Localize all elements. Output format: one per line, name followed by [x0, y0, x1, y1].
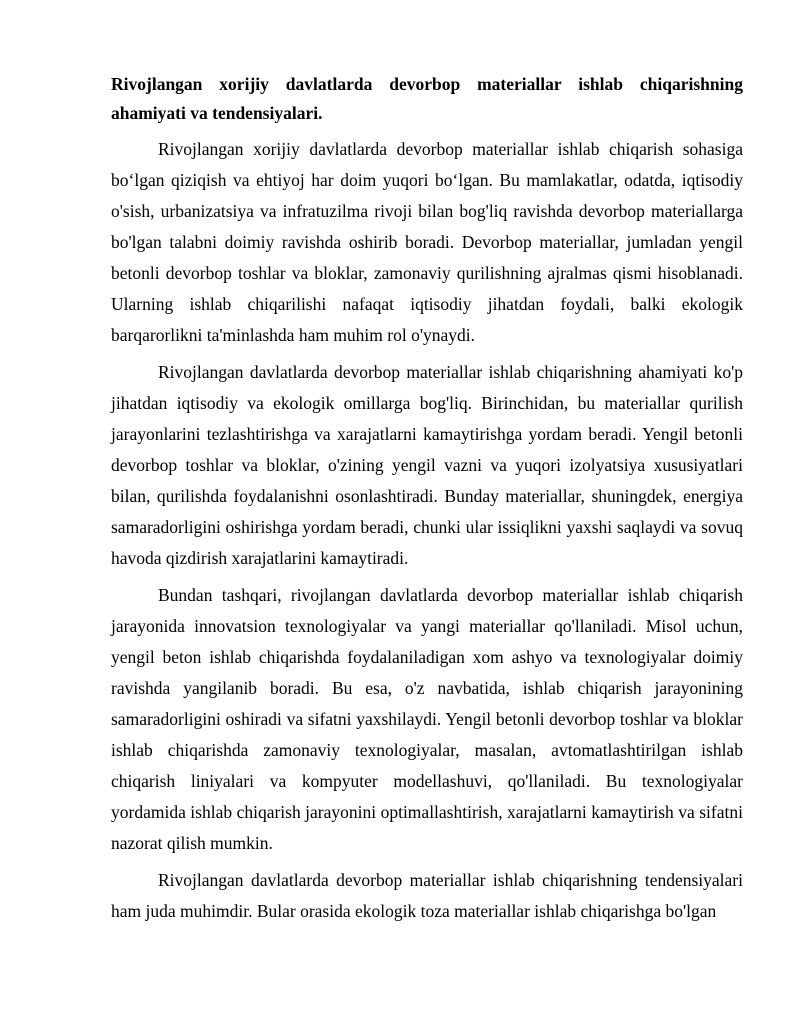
document-page: [111, 70, 743, 933]
paragraph-1: Rivojlangan xorijiy davlatlarda devorbop materiallar ishlab chiqarish sohasiga bo‘lgan qiziqish va ehtiyoj har doim yuqori bo‘lgan. Bu mamlakatlar, odatda, iqtisodiy o'sish, urbanizatsiya va infratuzilma rivoji bilan bog'liq ravishda devorbop materiallarga bo'lgan talabni doimiy ravishda oshirib boradi. Devorbop materiallar, jumladan yengil betonli devorbop toshlar va bloklar, zamonaviy qurilishning ajralmas qismi hisoblanadi. Ularning ishlab chiqarilishi nafaqat iqtisodiy jihatdan foydali, balki ekologik barqarorlikni ta'minlashda ham muhim rol o'ynaydi.: [111, 139, 743, 345]
paragraph-3: Bundan tashqari, rivojlangan davlatlarda devorbop materiallar ishlab chiqarish jarayonida innovatsion texnologiyalar va yangi materiallar qo'llaniladi. Misol uchun, yengil beton ishlab chiqarishda foydalaniladigan xom ashyo va texnologiyalar doimiy ravishda yangilanib boradi. Bu esa, o'z navbatida, ishlab chiqarish jarayonining samaradorligini oshiradi va sifatni yaxshilaydi. Yengil betonli devorbop toshlar va bloklar ishlab chiqarishda zamonaviy texnologiyalar, masalan, avtomatlashtirilgan ishlab chiqarish liniyalari va kompyuter modellashuvi, qo'llaniladi. Bu texnologiyalar yordamida ishlab chiqarish jarayonini optimallashtirish, xarajatlarni kamaytirish va sifatni nazorat qilish mumkin.: [111, 585, 743, 853]
paragraph-2: Rivojlangan davlatlarda devorbop materiallar ishlab chiqarishning ahamiyati ko'p jihatdan iqtisodiy va ekologik omillarga bog'liq. Birinchidan, bu materiallar qurilish jarayonlarini tezlashtirishga va xarajatlarni kamaytirishga yordam beradi. Yengil betonli devorbop toshlar va bloklar, o'zining yengil vazni va yuqori izolyatsiya xususiyatlari bilan, qurilishda foydalanishni osonlashtiradi. Bunday materiallar, shuningdek, energiya samaradorligini oshirishga yordam beradi, chunki ular issiqlikni yaxshi saqlaydi va sovuq havoda qizdirish xarajatlarini kamaytiradi.: [111, 362, 743, 568]
document-title: Rivojlangan xorijiy davlatlarda devorbop materiallar ishlab chiqarishning ahamiyati va tendensiyalari.: [111, 74, 743, 123]
paragraph-4: Rivojlangan davlatlarda devorbop materiallar ishlab chiqarishning tendensiyalari ham juda muhimdir. Bular orasida ekologik toza materiallar ishlab chiqarishga bo'lgan: [111, 870, 743, 921]
